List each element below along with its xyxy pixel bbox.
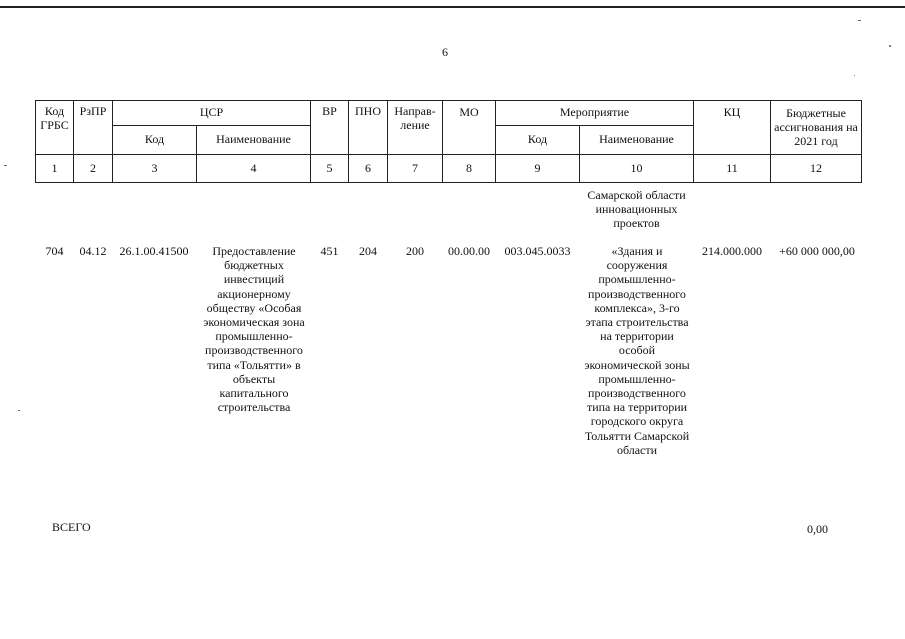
column-number: 1 — [51, 161, 58, 175]
row-direction: 200 — [406, 244, 424, 258]
col-line — [861, 100, 862, 183]
header-top-line — [35, 100, 862, 101]
row-event-code: 003.045.0033 — [504, 244, 571, 258]
number-row-bottom-line — [35, 182, 862, 183]
row-event-name: «Здания и сооружения промышленно-производственного комплекса», 3-го этапа строительства на территории особой экономической зоны промышленно-производственного типа на территории городского округа Тольятти Самарской области — [584, 244, 690, 457]
header-kc: КЦ — [723, 105, 741, 119]
header-rzpr: РзПР — [79, 104, 107, 118]
header-table — [35, 100, 862, 183]
row-csr-name: Предоставление бюджетных инвестиций акционерному обществу «Особая экономическая зона промышленно-производственного типа «Тольятти» в объекты капитального строительства — [203, 244, 305, 415]
row-pno: 204 — [359, 244, 377, 258]
header-budget: Бюджетные ассигнования на 2021 год — [774, 106, 858, 148]
column-number: 5 — [326, 161, 333, 175]
row-csr-code: 26.1.00.41500 — [119, 244, 189, 258]
scan-speck — [889, 45, 891, 47]
scan-speck — [854, 75, 855, 76]
top-border-line — [0, 6, 905, 8]
column-number: 4 — [250, 161, 257, 175]
continuation-text: Самарской области инновационных проектов — [587, 188, 686, 231]
header-bottom-line — [35, 154, 862, 155]
header-csr-code: Код — [144, 132, 165, 146]
header-csr: ЦСР — [199, 105, 224, 119]
column-number: 7 — [412, 161, 418, 175]
row-kc: 214.000.000 — [702, 244, 762, 258]
header-pno: ПНО — [355, 104, 381, 118]
total-value: 0,00 — [807, 522, 828, 536]
header-csr-name: Наименование — [216, 132, 291, 146]
column-number: 3 — [151, 161, 158, 175]
row-vr: 451 — [320, 244, 339, 258]
header-vr: ВР — [322, 104, 337, 118]
scan-speck — [18, 410, 20, 411]
column-number: 2 — [90, 161, 96, 175]
header-direction: Направ-ление — [394, 104, 436, 132]
column-number: 10 — [630, 161, 643, 175]
row-amount: +60 000 000,00 — [779, 244, 855, 258]
row-mo: 00.00.00 — [448, 244, 490, 258]
column-number: 11 — [726, 161, 738, 175]
column-number: 9 — [534, 161, 541, 175]
scan-speck — [4, 165, 7, 166]
header-event-code: Код — [527, 132, 548, 146]
header-grbs: Код ГРБС — [40, 104, 69, 132]
csr-subheader-line — [112, 125, 310, 126]
header-event: Мероприятие — [559, 105, 630, 119]
row-rzpr: 04.12 — [79, 244, 107, 258]
column-number: 6 — [365, 161, 371, 175]
row-grbs: 704 — [45, 244, 64, 258]
total-label: ВСЕГО — [52, 520, 91, 534]
column-number: 12 — [810, 161, 822, 175]
header-mo: МО — [459, 105, 479, 119]
event-subheader-line — [495, 125, 693, 126]
scan-speck — [858, 20, 861, 21]
page-number: 6 — [442, 45, 448, 59]
header-event-name: Наименование — [599, 132, 674, 146]
column-number: 8 — [466, 161, 472, 175]
